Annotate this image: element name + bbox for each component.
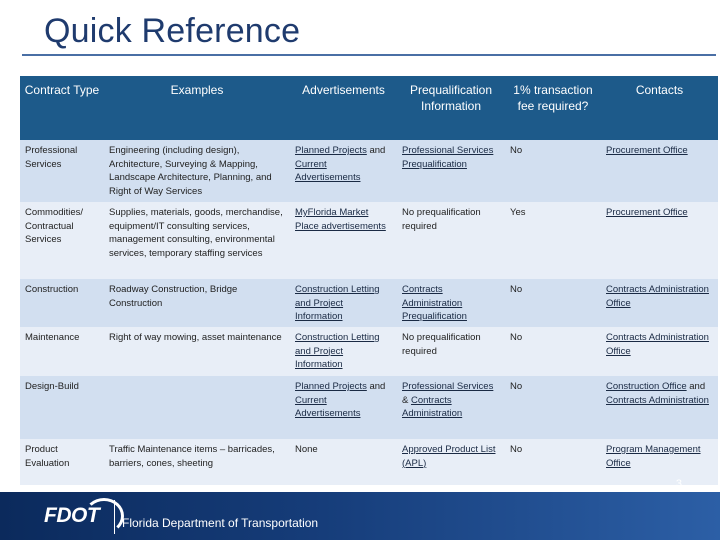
title-divider (22, 54, 716, 56)
cell-type: Design-Build (20, 376, 104, 439)
advertisements-link[interactable]: Advertisements (295, 172, 361, 184)
cell-type: Commodities/ Contractual Services (20, 202, 104, 279)
logo-swoosh-icon (84, 498, 124, 534)
contracts-administration-link[interactable]: Contracts Administration (402, 394, 463, 420)
contracts-administration-office-link[interactable]: Contracts Administration Office (606, 284, 709, 309)
cell-contacts (601, 376, 718, 439)
cell-type: Professional Services (20, 140, 104, 202)
procurement-office-link[interactable]: Procurement Office (606, 207, 688, 218)
adv-connector: and (366, 381, 386, 392)
preq-connector: & (402, 394, 411, 406)
quick-reference-table (20, 76, 718, 485)
construction-office-link[interactable]: Construction Office (606, 381, 687, 392)
cell-contacts (601, 202, 718, 279)
header-fee: 1% transaction fee required? (505, 76, 601, 140)
cell-examples: Engineering (including design), Architecture, Surveying & Mapping, Landscape Architecture, Planning, and Right of Way Services (104, 140, 290, 202)
cell-fee: No (505, 327, 601, 376)
table-row (20, 376, 718, 439)
fdot-logo (44, 504, 106, 530)
cell-fee: Yes (505, 202, 601, 279)
contracts-administration-link[interactable]: Contracts Administration (606, 394, 709, 406)
cell-examples: Roadway Construction, Bridge Construction (104, 279, 290, 327)
contracts-administration-office-link[interactable]: Contracts Administration Office (606, 332, 709, 357)
table-header-row (20, 76, 718, 140)
construction-letting-link[interactable]: Construction Letting and Project Information (295, 284, 380, 323)
cell-advertisements (290, 376, 397, 439)
cell-prequalification (397, 140, 505, 202)
cell-examples: Right of way mowing, asset maintenance (104, 327, 290, 376)
cell-advertisements (290, 327, 397, 376)
page-title: Quick Reference (44, 12, 301, 50)
footer-org-name: Florida Department of Transportation (122, 516, 319, 530)
cell-prequalification (397, 279, 505, 327)
table-row (20, 140, 718, 202)
professional-services-prequalification-link[interactable]: Professional Services Prequalification (402, 145, 494, 170)
planned-projects-link[interactable]: Planned Projects (295, 381, 367, 392)
cell-examples: Traffic Maintenance items – barricades, barriers, cones, sheeting (104, 439, 290, 485)
advertisements-link[interactable]: Advertisements (295, 408, 361, 420)
header-prequalification: Prequalification Information (397, 76, 505, 140)
footer-bar (0, 478, 720, 540)
cell-type: Maintenance (20, 327, 104, 376)
cell-contacts (601, 439, 718, 485)
current-link[interactable]: Current (295, 394, 327, 406)
table-row (20, 439, 718, 485)
header-contract-type: Contract Type (20, 76, 104, 140)
cell-fee: No (505, 279, 601, 327)
cell-prequalification (397, 439, 505, 485)
table-row (20, 279, 718, 327)
program-management-office-link[interactable]: Program Management Office (606, 444, 701, 469)
cell-contacts (601, 327, 718, 376)
cell-prequalification: No prequalification required (397, 327, 505, 376)
current-link[interactable]: Current (295, 158, 327, 170)
cell-advertisements: None (290, 439, 397, 485)
planned-projects-link[interactable]: Planned Projects (295, 145, 367, 156)
cell-fee: No (505, 376, 601, 439)
cell-prequalification: No prequalification required (397, 202, 505, 279)
footer-divider (114, 500, 115, 534)
cell-contacts (601, 140, 718, 202)
myflorida-marketplace-link[interactable]: MyFlorida Market Place advertisements (295, 207, 386, 232)
table-row (20, 327, 718, 376)
cell-fee: No (505, 439, 601, 485)
fdot-logo-text: FDOT (44, 504, 100, 527)
contracts-administration-prequalification-link[interactable]: Contracts Administration Prequalification (402, 284, 467, 323)
cell-type: Product Evaluation (20, 439, 104, 485)
approved-product-list-link[interactable]: Approved Product List (APL) (402, 444, 496, 469)
cell-examples: Supplies, materials, goods, merchandise, equipment/IT consulting services, management consulting, environmental services, temporary staffing services (104, 202, 290, 279)
page-number: 3 (675, 478, 682, 490)
cell-prequalification (397, 376, 505, 439)
table-row (20, 202, 718, 279)
contacts-connector: and (686, 381, 706, 392)
cell-fee: No (505, 140, 601, 202)
cell-examples (104, 376, 290, 439)
header-contacts: Contacts (601, 76, 718, 140)
header-examples: Examples (104, 76, 290, 140)
procurement-office-link[interactable]: Procurement Office (606, 145, 688, 156)
cell-advertisements (290, 279, 397, 327)
professional-services-link[interactable]: Professional Services (402, 381, 494, 392)
cell-advertisements (290, 202, 397, 279)
construction-letting-link[interactable]: Construction Letting and Project Information (295, 332, 380, 371)
adv-connector: and (366, 145, 386, 156)
header-advertisements: Advertisements (290, 76, 397, 140)
cell-advertisements (290, 140, 397, 202)
cell-contacts (601, 279, 718, 327)
cell-type: Construction (20, 279, 104, 327)
